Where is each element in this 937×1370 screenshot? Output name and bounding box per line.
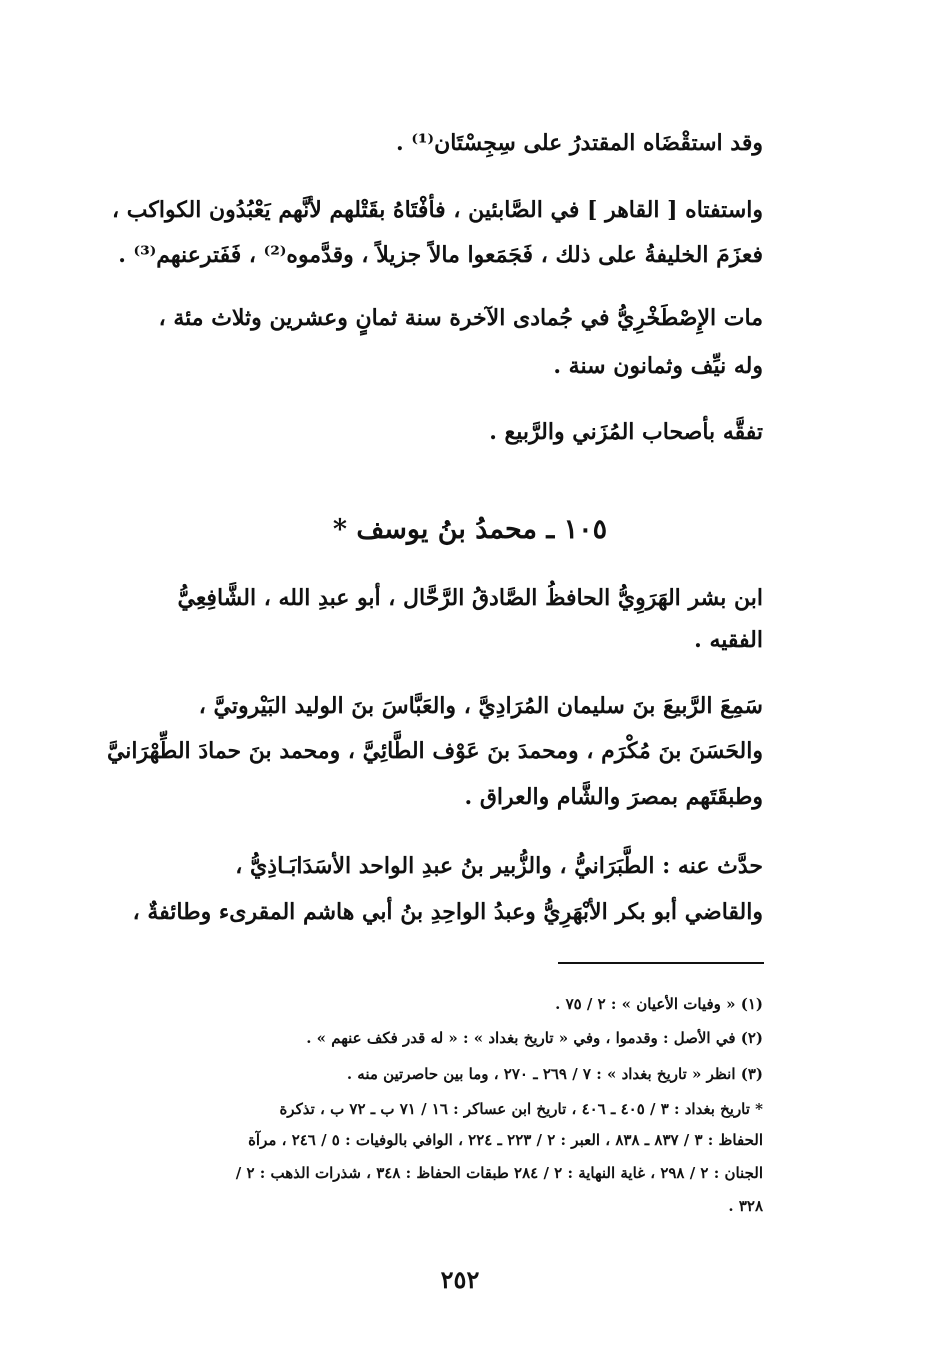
- text-line-p1-1: وقد استقْضَاه المقتدرُ على سِجِسْتَان⁽¹⁾ .: [396, 130, 763, 156]
- text-line-p2-2: فعزَمَ الخليفةُ على ذلك ، فَجَمَعوا مالاً جزيلاً ، وقدَّموه⁽²⁾ ، فَفَترعنهم⁽³⁾ .: [118, 242, 763, 268]
- text-line-p7-1: حدَّث عنه : الطَّبَرَانيُّ ، والزُّبير بنُ عبدِ الواحد الأسَدَابَـاذِيُّ ،: [235, 853, 763, 879]
- text-line-p5-1: ابن بشر الهَرَوِيُّ الحافظُ الصَّادقُ الرَّحَّال ، أبو عبدِ الله ، الشَّافِعِيُّ: [177, 585, 763, 611]
- text-line-p3-1: مات الإِصْطَخْرِيُّ في جُمادى الآخرة سنة ثمانٍ وعشرين وثلاث مئة ،: [158, 305, 763, 331]
- entry-heading: ١٠٥ ـ محمدُ بنُ يوسف *: [332, 514, 608, 545]
- footnote-star-4: ٣٢٨ .: [728, 1197, 763, 1215]
- text-line-p5-2: الفقيه .: [694, 627, 763, 653]
- text-line-p6-1: سَمِعَ الرَّبيعَ بنَ سليمان المُرَادِيَّ ، والعَبَّاسَ بنَ الوليد البَيْروتيَّ ،: [198, 693, 763, 719]
- footnote-star-2: الحفاظ : ٣ / ٨٣٧ ـ ٨٣٨ ، العبر : ٢ / ٢٢٣ ـ ٢٢٤ ، الوافي بالوفيات : ٥ / ٢٤٦ ، مرآة: [248, 1131, 763, 1149]
- text-line-p7-2: والقاضي أبو بكر الأبْهَرِيُّ وعبدُ الواحِدِ بنُ أبي هاشم المقرىء وطائفةٌ ،: [132, 899, 763, 925]
- page-number: ٢٥٢: [440, 1265, 480, 1294]
- text-line-p3-2: وله نيِّف وثمانون سنة .: [553, 353, 763, 379]
- footnote-1: (١) « وفيات الأعيان » : ٢ / ٧٥ .: [555, 995, 763, 1013]
- footnote-star-1: * تاريخ بغداد : ٣ / ٤٠٥ ـ ٤٠٦ ، تاريخ ابن عساكر : ١٦ / ٧١ ب ـ ٧٢ ب ، تذكرة: [279, 1100, 763, 1118]
- footnote-star-3: الجنان : ٢ / ٢٩٨ ، غاية النهاية : ٢ / ٢٨٤ طبقات الحفاظ : ٣٤٨ ، شذرات الذهب : ٢ /: [235, 1164, 763, 1182]
- text-line-p2-1: واستفتاه [ القاهر ] في الصَّابئين ، فأفْتَاهُ بقَتْلهم لأنَّهم يَعْبُدُون الكواكب ،: [112, 197, 763, 223]
- footnote-2: (٢) في الأصل : وقدموا ، وفي « تاريخ بغداد » : « له قدر فكف عنهم » .: [306, 1029, 763, 1047]
- text-line-p6-3: وطبقَتَهم بمصرَ والشَّام والعراق .: [464, 784, 763, 810]
- footnote-separator: [558, 962, 764, 964]
- text-line-p4-1: تفقَّه بأصحاب المُزَني والرَّبيع .: [489, 419, 763, 445]
- footnote-3: (٣) انظر « تاريخ بغداد » : ٧ / ٢٦٩ ـ ٢٧٠ ، وما بين حاصرتين منه .: [346, 1065, 763, 1083]
- text-line-p6-2: والحَسَنَ بنَ مُكْرَم ، ومحمدَ بنَ عَوْف الطَّائِيَّ ، ومحمد بنَ حمادَ الطِّهْرَانيَّ: [106, 738, 763, 764]
